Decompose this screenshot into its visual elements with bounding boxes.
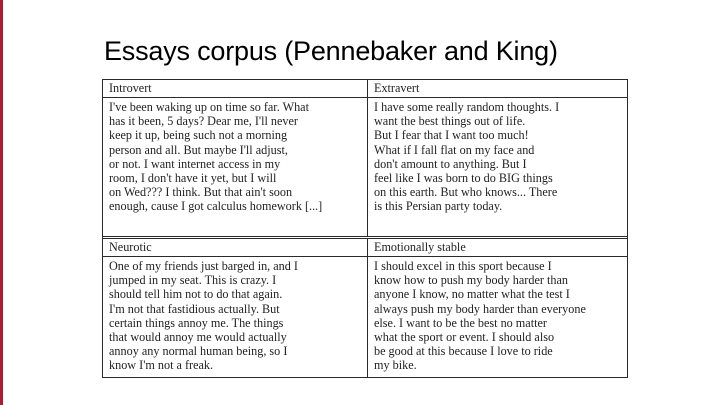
text-line: I've been waking up on time so far. What: [109, 100, 309, 114]
text-line: else. I want to be the best no matter: [374, 315, 547, 330]
text-line: I have some really random thoughts. I: [374, 100, 560, 114]
text-line: enough, cause I got calculus homework [...]: [109, 199, 323, 214]
text-line: certain things annoy me. The things: [109, 315, 284, 330]
text-line: anyone I know, no matter what the test I: [374, 287, 570, 302]
text-line: want the best things out of life.: [374, 114, 526, 129]
text-line: or not. I want internet access in my: [109, 156, 281, 171]
table-body-row-2: [103, 257, 627, 377]
extravert-text: [368, 98, 627, 236]
introvert-text: [103, 98, 368, 236]
text-line: jumped in my seat. This is crazy. I: [109, 273, 277, 288]
text-line: room, I don't have it yet, but I will: [109, 171, 277, 186]
text-line: keep it up, being such not a morning: [109, 128, 288, 143]
text-line: What if I fall flat on my face and: [374, 142, 535, 157]
header-extravert: Extravert: [374, 81, 420, 95]
text-line: I'm not that fastidious actually. But: [109, 301, 280, 316]
text-line: on Wed??? I think. But that ain't soon: [109, 185, 293, 200]
text-line: One of my friends just barged in, and I: [109, 259, 298, 273]
text-line: don't amount to anything. But I: [374, 156, 527, 171]
text-line: always push my body harder than everyone: [374, 301, 586, 316]
text-line: my bike.: [374, 358, 417, 373]
text-line: I should excel in this sport because I: [374, 259, 552, 273]
text-line: feel like I was born to do BIG things: [374, 171, 553, 186]
accent-bar: [0, 0, 3, 405]
text-line: that would annoy me would actually: [109, 330, 287, 345]
text-line: should tell him not to do that again.: [109, 287, 283, 302]
emotionally-stable-text: [368, 257, 627, 377]
text-line: person and all. But maybe I'll adjust,: [109, 142, 288, 157]
text-line: know how to push my body harder than: [374, 273, 568, 288]
text-line: on this earth. But who knows... There: [374, 185, 558, 200]
text-line: what the sport or event. I should also: [374, 330, 555, 345]
neurotic-text: [103, 257, 368, 377]
table-header-row-1: [103, 80, 627, 98]
header-emotionally-stable: Emotionally stable: [374, 240, 466, 254]
slide-title: Essays corpus (Pennebaker and King): [104, 36, 558, 66]
text-line: know I'm not a freak.: [109, 358, 214, 373]
text-line: be good at this because I love to ride: [374, 344, 553, 359]
table-body-row-1: [103, 98, 627, 236]
text-line: annoy any normal human being, so I: [109, 344, 288, 359]
table-header-row-2: [103, 239, 627, 257]
essays-table: [102, 79, 628, 378]
header-introvert: Introvert: [103, 80, 368, 97]
text-line: has it been, 5 days? Dear me, I'll never: [109, 114, 298, 129]
text-line: But I fear that I want too much!: [374, 128, 529, 143]
text-line: is this Persian party today.: [374, 199, 503, 214]
header-neurotic: Neurotic: [103, 239, 368, 256]
